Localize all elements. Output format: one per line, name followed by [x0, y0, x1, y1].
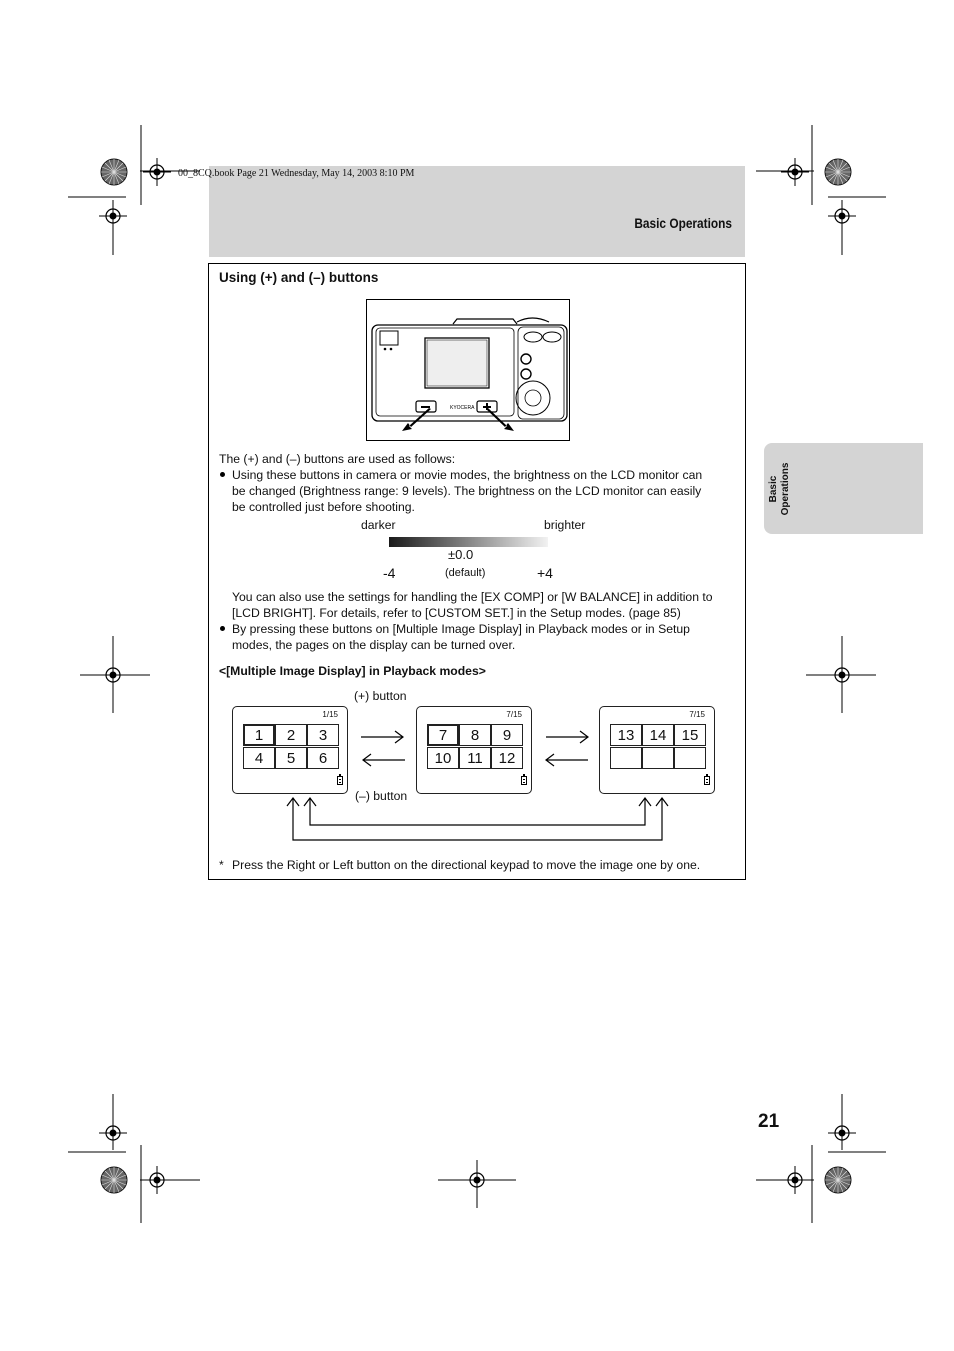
svg-text:KYOCERA: KYOCERA: [450, 405, 475, 411]
bullet-1-line-2: be changed (Brightness range: 9 levels). The brightness on the LCD monitor can easily: [232, 484, 702, 498]
section-title: Basic Operations: [634, 216, 732, 231]
camera-back-drawing: [367, 300, 569, 440]
screen-2-cell: 10: [427, 747, 459, 769]
screen-2-cell: 11: [459, 747, 491, 769]
camera-illustration: [366, 299, 570, 441]
bullet-2-line-2: modes, the pages on the display can be turned over.: [232, 638, 516, 652]
screen-3-cell: 13: [610, 724, 642, 746]
footnote-mark: *: [219, 858, 224, 872]
side-tab-line2: Operations: [780, 462, 791, 516]
brightness-gradient: [389, 537, 548, 547]
screen-1-cell: 2: [275, 724, 307, 746]
screen-3-cell: [642, 747, 674, 769]
header-band: [209, 166, 745, 257]
settings-line-2: [LCD BRIGHT]. For details, refer to [CUSTOM SET.] in the Setup modes. (page 85): [232, 606, 681, 620]
settings-text: [232, 589, 713, 621]
bullet-2: [220, 626, 225, 631]
bullet-1-text: [232, 467, 702, 515]
multi-display-subheading: <[Multiple Image Display] in Playback modes>: [219, 664, 486, 678]
screen-1-cell: 4: [243, 747, 275, 769]
screen-3-cell: [610, 747, 642, 769]
screen-3-cell: 15: [674, 724, 706, 746]
side-tab-line1: Basic: [768, 475, 779, 503]
bullet-1: [220, 472, 225, 477]
playback-screen-2: [416, 706, 532, 794]
battery-icon: [337, 776, 343, 785]
screen-3-cell: [674, 747, 706, 769]
playback-screen-3: [599, 706, 715, 794]
battery-icon: [521, 776, 527, 785]
battery-icon: [704, 776, 710, 785]
scale-brighter-label: brighter: [544, 518, 586, 532]
side-tab-label: [768, 463, 792, 516]
bullet-1-line-1: Using these buttons in camera or movie modes, the brightness on the LCD monitor can: [232, 468, 703, 482]
scale-default-label: (default): [445, 567, 486, 579]
page-number: 21: [758, 1111, 780, 1132]
plus-button-label: (+) button: [354, 689, 407, 703]
playback-screen-1: [232, 706, 348, 794]
settings-line-1: You can also use the settings for handling the [EX COMP] or [W BALANCE] in addition to: [232, 590, 713, 604]
screen-2-cell: 8: [459, 724, 491, 746]
screen-1-cell: 5: [275, 747, 307, 769]
screen-1-cell: 1: [243, 724, 275, 746]
box-title: Using (+) and (–) buttons: [219, 270, 379, 285]
minus-button-label: (–) button: [355, 789, 408, 803]
screen-1-cell: 6: [307, 747, 339, 769]
scale-darker-label: darker: [361, 518, 396, 532]
screen-3-page-indicator: 7/15: [689, 710, 705, 719]
scale-max-label: +4: [537, 565, 553, 581]
scale-center-label: ±0.0: [448, 547, 474, 562]
screen-2-cell: 7: [427, 724, 459, 746]
screen-2-page-indicator: 7/15: [506, 710, 522, 719]
intro-text: The (+) and (–) buttons are used as follows:: [219, 452, 456, 466]
screen-3-cell: 14: [642, 724, 674, 746]
bullet-1-line-3: be controlled just before shooting.: [232, 500, 415, 514]
screen-2-cell: 9: [491, 724, 523, 746]
book-info-line: 00_8CQ.book Page 21 Wednesday, May 14, 2003 8:10 PM: [178, 168, 415, 179]
screen-1-cell: 3: [307, 724, 339, 746]
screen-2-cell: 12: [491, 747, 523, 769]
bullet-2-line-1: By pressing these buttons on [Multiple Image Display] in Playback modes or in Setup: [232, 622, 690, 636]
footnote-text: Press the Right or Left button on the directional keypad to move the image one by one.: [232, 858, 701, 872]
screen-1-page-indicator: 1/15: [322, 710, 338, 719]
bullet-2-text: [232, 621, 690, 653]
scale-min-label: -4: [383, 565, 396, 581]
